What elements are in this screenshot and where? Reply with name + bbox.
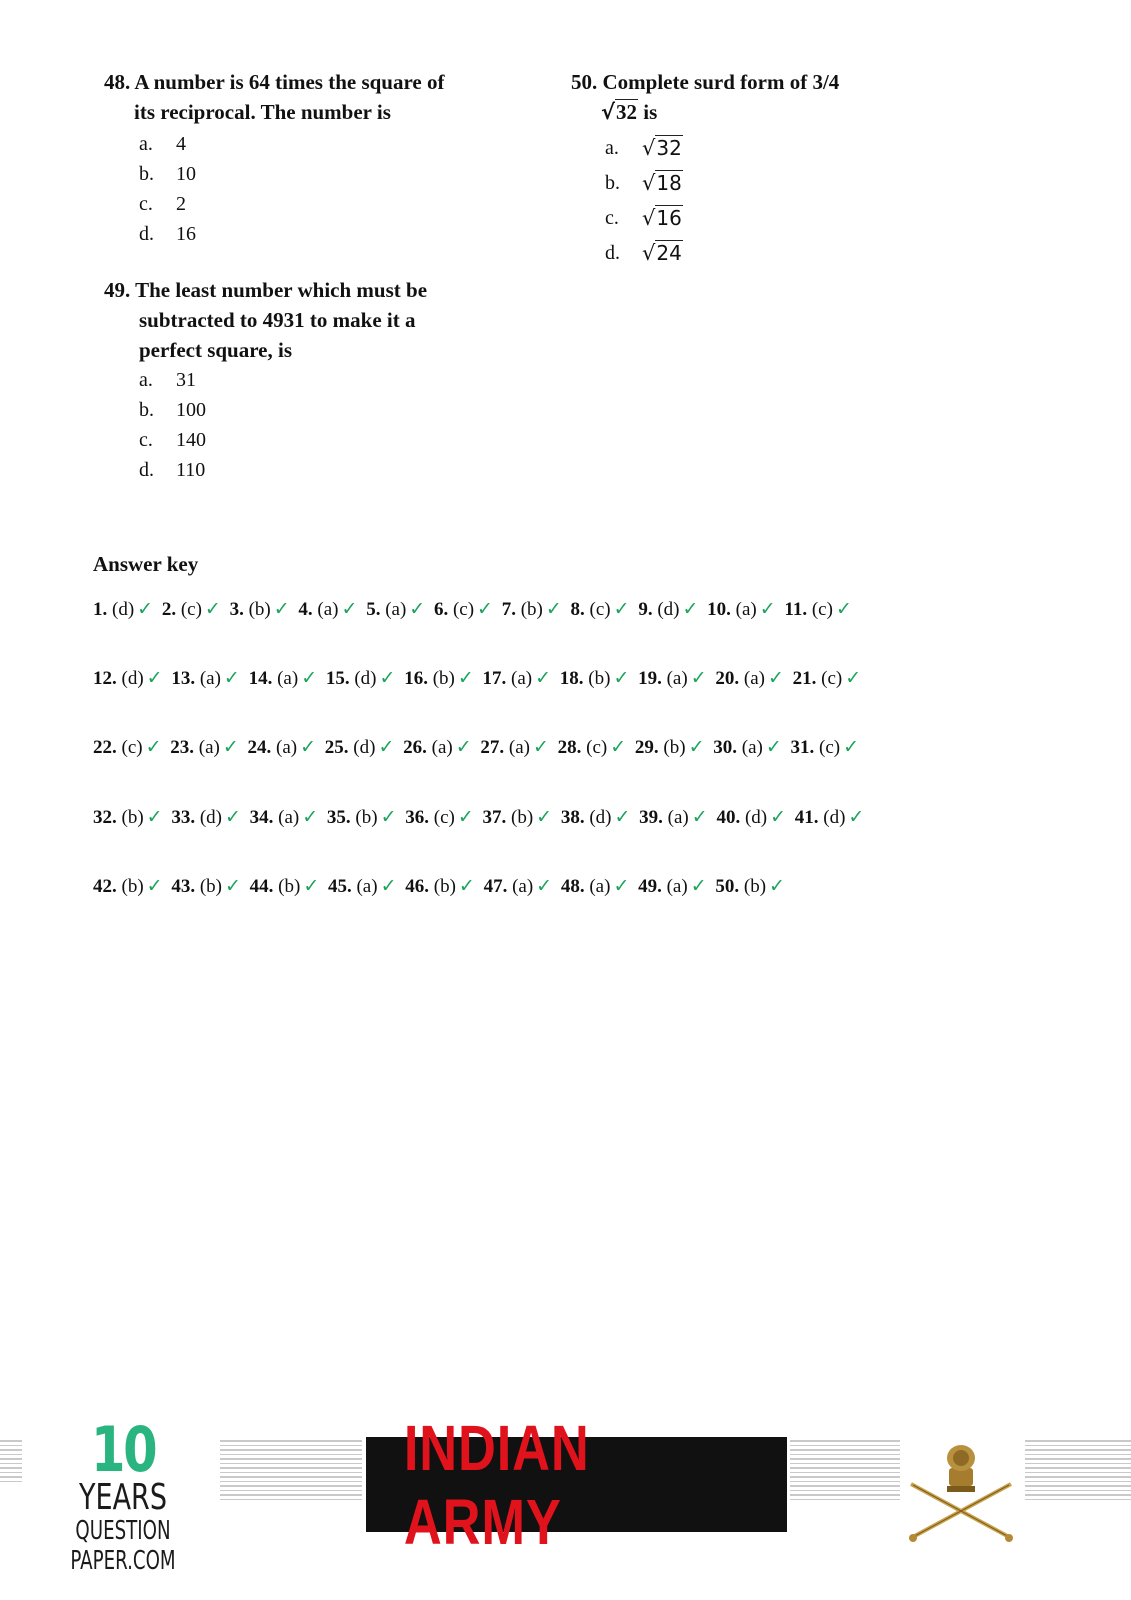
q49-option-c bbox=[139, 425, 524, 455]
logo-site: QUESTION PAPER.COM bbox=[70, 1516, 176, 1576]
option-label: a. bbox=[139, 369, 153, 391]
check-icon: ✓ bbox=[146, 875, 163, 897]
option-label: a. bbox=[605, 137, 619, 159]
question-49-options bbox=[139, 365, 524, 485]
question-48 bbox=[104, 67, 524, 249]
banner-text: INDIAN ARMY bbox=[403, 1411, 590, 1558]
option-value: 31 bbox=[176, 369, 196, 391]
answer-item: 39. (a) ✓ bbox=[639, 806, 708, 828]
check-icon: ✓ bbox=[222, 736, 239, 758]
answer-key-row bbox=[93, 736, 863, 759]
check-icon: ✓ bbox=[535, 667, 552, 689]
check-icon: ✓ bbox=[613, 875, 630, 897]
check-icon: ✓ bbox=[380, 875, 397, 897]
answer-item: 46. (b) ✓ bbox=[405, 875, 475, 897]
answer-item: 10. (a) ✓ bbox=[707, 598, 776, 620]
answer-item: 25. (d) ✓ bbox=[324, 736, 395, 758]
check-icon: ✓ bbox=[224, 806, 241, 828]
check-icon: ✓ bbox=[532, 736, 549, 758]
check-icon: ✓ bbox=[300, 736, 317, 758]
check-icon: ✓ bbox=[614, 806, 631, 828]
q50-option-d bbox=[605, 236, 991, 271]
q50-option-c bbox=[605, 201, 991, 236]
answer-key-row bbox=[93, 667, 865, 690]
check-icon: ✓ bbox=[145, 736, 162, 758]
answer-item: 26. (a) ✓ bbox=[403, 736, 472, 758]
question-50-text: 50. Complete surd form of 3/4 √32 is bbox=[571, 67, 991, 127]
check-icon: ✓ bbox=[843, 736, 860, 758]
option-label: a. bbox=[139, 133, 153, 155]
option-label: d. bbox=[139, 459, 154, 481]
option-value: 4 bbox=[176, 133, 186, 155]
decorative-lines bbox=[1025, 1440, 1131, 1503]
surd-expression: √32 bbox=[601, 100, 638, 124]
answer-key-row bbox=[93, 875, 789, 898]
answer-item: 14. (a) ✓ bbox=[248, 667, 318, 689]
check-icon: ✓ bbox=[613, 598, 630, 620]
check-icon: ✓ bbox=[146, 806, 163, 828]
answer-item: 24. (a) ✓ bbox=[247, 736, 317, 758]
option-label: b. bbox=[139, 163, 154, 185]
option-value: 16 bbox=[176, 223, 196, 245]
q48-option-c bbox=[139, 189, 524, 219]
option-value: 140 bbox=[176, 429, 206, 451]
answer-item: 6. (c) ✓ bbox=[433, 598, 493, 620]
check-icon: ✓ bbox=[770, 806, 787, 828]
check-icon: ✓ bbox=[458, 875, 475, 897]
check-icon: ✓ bbox=[457, 806, 474, 828]
logo-years: YEARS bbox=[79, 1477, 167, 1518]
surd-value: √32 bbox=[642, 136, 682, 160]
check-icon: ✓ bbox=[767, 667, 784, 689]
ten-years-logo bbox=[28, 1413, 218, 1576]
q50-option-a bbox=[605, 131, 991, 166]
option-value: 10 bbox=[176, 163, 196, 185]
check-icon: ✓ bbox=[769, 875, 785, 897]
option-label: c. bbox=[139, 193, 153, 215]
check-icon: ✓ bbox=[302, 806, 319, 828]
check-icon: ✓ bbox=[137, 598, 154, 620]
check-icon: ✓ bbox=[690, 875, 707, 897]
answer-item: 42. (b) ✓ bbox=[93, 875, 163, 897]
check-icon: ✓ bbox=[224, 875, 241, 897]
indian-army-banner bbox=[366, 1411, 787, 1558]
answer-item: 12. (d) ✓ bbox=[93, 667, 163, 689]
answer-item: 9. (d) ✓ bbox=[638, 598, 699, 620]
check-icon: ✓ bbox=[536, 806, 553, 828]
answer-item: 18. (b) ✓ bbox=[559, 667, 630, 689]
answer-item: 23. (a) ✓ bbox=[170, 736, 239, 758]
q49-option-a bbox=[139, 365, 524, 395]
answer-item: 30. (a) ✓ bbox=[713, 736, 782, 758]
check-icon: ✓ bbox=[688, 736, 705, 758]
answer-item: 45. (a) ✓ bbox=[327, 875, 397, 897]
check-icon: ✓ bbox=[204, 598, 221, 620]
decorative-lines bbox=[790, 1440, 900, 1503]
answer-key-row bbox=[93, 598, 856, 621]
answer-item: 40. (d) ✓ bbox=[716, 806, 787, 828]
option-label: d. bbox=[139, 223, 154, 245]
answer-item: 16. (b) ✓ bbox=[404, 667, 474, 689]
q49-option-d bbox=[139, 455, 524, 485]
check-icon: ✓ bbox=[409, 598, 426, 620]
army-emblem-icon bbox=[905, 1438, 1017, 1548]
answer-item: 27. (a) ✓ bbox=[480, 736, 549, 758]
answer-item: 21. (c) ✓ bbox=[792, 667, 862, 689]
q48-option-a bbox=[139, 129, 524, 159]
option-value: 2 bbox=[176, 193, 186, 215]
answer-item: 44. (b) ✓ bbox=[249, 875, 320, 897]
check-icon: ✓ bbox=[457, 667, 474, 689]
question-49 bbox=[104, 275, 524, 485]
check-icon: ✓ bbox=[379, 667, 396, 689]
check-icon: ✓ bbox=[545, 598, 562, 620]
answer-item: 13. (a) ✓ bbox=[171, 667, 240, 689]
check-icon: ✓ bbox=[455, 736, 472, 758]
answer-item: 22. (c) ✓ bbox=[93, 736, 162, 758]
decorative-lines bbox=[0, 1440, 22, 1485]
option-label: d. bbox=[605, 242, 620, 264]
answer-item: 8. (c) ✓ bbox=[570, 598, 630, 620]
check-icon: ✓ bbox=[536, 875, 553, 897]
option-value: 110 bbox=[176, 459, 206, 481]
answer-item: 15. (d) ✓ bbox=[325, 667, 396, 689]
decorative-lines bbox=[220, 1440, 362, 1503]
question-49-text: 49. The least number which must be subtracted to 4931 to make it a perfect square, is bbox=[104, 278, 428, 362]
question-48-options bbox=[139, 129, 524, 249]
answer-item: 3. (b) ✓ bbox=[229, 598, 290, 620]
check-icon: ✓ bbox=[303, 875, 320, 897]
answer-item: 2. (c) ✓ bbox=[161, 598, 221, 620]
check-icon: ✓ bbox=[223, 667, 240, 689]
check-icon: ✓ bbox=[682, 598, 699, 620]
answer-item: 37. (b) ✓ bbox=[482, 806, 553, 828]
check-icon: ✓ bbox=[146, 667, 163, 689]
answer-item: 28. (c) ✓ bbox=[557, 736, 627, 758]
surd-value: √18 bbox=[642, 171, 682, 195]
logo-number: 10 bbox=[90, 1413, 156, 1486]
check-icon: ✓ bbox=[477, 598, 493, 620]
answer-item: 29. (b) ✓ bbox=[634, 736, 705, 758]
option-label: c. bbox=[139, 429, 153, 451]
answer-item: 1. (d) ✓ bbox=[93, 598, 154, 620]
answer-item: 48. (a) ✓ bbox=[560, 875, 630, 897]
check-icon: ✓ bbox=[273, 598, 290, 620]
q50-option-b bbox=[605, 166, 991, 201]
surd-value: √16 bbox=[642, 206, 682, 230]
answer-item: 50. (b) ✓ bbox=[715, 875, 785, 897]
answer-item: 47. (a) ✓ bbox=[483, 875, 553, 897]
check-icon: ✓ bbox=[378, 736, 395, 758]
check-icon: ✓ bbox=[765, 736, 782, 758]
answer-item: 33. (d) ✓ bbox=[171, 806, 241, 828]
answer-item: 31. (c) ✓ bbox=[790, 736, 860, 758]
answer-item: 20. (a) ✓ bbox=[715, 667, 784, 689]
question-50 bbox=[571, 67, 991, 271]
question-50-options bbox=[605, 131, 991, 271]
answer-key-heading: Answer key bbox=[93, 552, 199, 576]
answer-item: 5. (a) ✓ bbox=[366, 598, 426, 620]
check-icon: ✓ bbox=[835, 598, 852, 620]
q49-option-b bbox=[139, 395, 524, 425]
answer-item: 19. (a) ✓ bbox=[638, 667, 707, 689]
option-value: 100 bbox=[176, 399, 206, 421]
check-icon: ✓ bbox=[610, 736, 627, 758]
q48-option-d bbox=[139, 219, 524, 249]
footer bbox=[0, 1411, 1131, 1600]
answer-item: 7. (b) ✓ bbox=[501, 598, 562, 620]
answer-item: 49. (a) ✓ bbox=[638, 875, 707, 897]
answer-item: 32. (b) ✓ bbox=[93, 806, 163, 828]
check-icon: ✓ bbox=[690, 667, 707, 689]
answer-item: 34. (a) ✓ bbox=[249, 806, 319, 828]
answer-item: 41. (d) ✓ bbox=[794, 806, 865, 828]
check-icon: ✓ bbox=[380, 806, 397, 828]
answer-item: 43. (b) ✓ bbox=[171, 875, 241, 897]
check-icon: ✓ bbox=[301, 667, 318, 689]
answer-item: 11. (c) ✓ bbox=[784, 598, 852, 620]
check-icon: ✓ bbox=[848, 806, 865, 828]
answer-item: 17. (a) ✓ bbox=[482, 667, 552, 689]
question-48-text: 48. A number is 64 times the square of its reciprocal. The number is bbox=[104, 70, 445, 124]
q48-option-b bbox=[139, 159, 524, 189]
check-icon: ✓ bbox=[759, 598, 776, 620]
answer-key-row bbox=[93, 806, 868, 829]
surd-value: √24 bbox=[642, 241, 682, 265]
check-icon: ✓ bbox=[691, 806, 708, 828]
answer-item: 36. (c) ✓ bbox=[405, 806, 474, 828]
answer-item: 35. (b) ✓ bbox=[326, 806, 397, 828]
check-icon: ✓ bbox=[341, 598, 358, 620]
check-icon: ✓ bbox=[845, 667, 862, 689]
answer-item: 4. (a) ✓ bbox=[298, 598, 358, 620]
check-icon: ✓ bbox=[613, 667, 630, 689]
option-label: b. bbox=[605, 172, 620, 194]
answer-item: 38. (d) ✓ bbox=[560, 806, 631, 828]
option-label: c. bbox=[605, 207, 619, 229]
option-label: b. bbox=[139, 399, 154, 421]
